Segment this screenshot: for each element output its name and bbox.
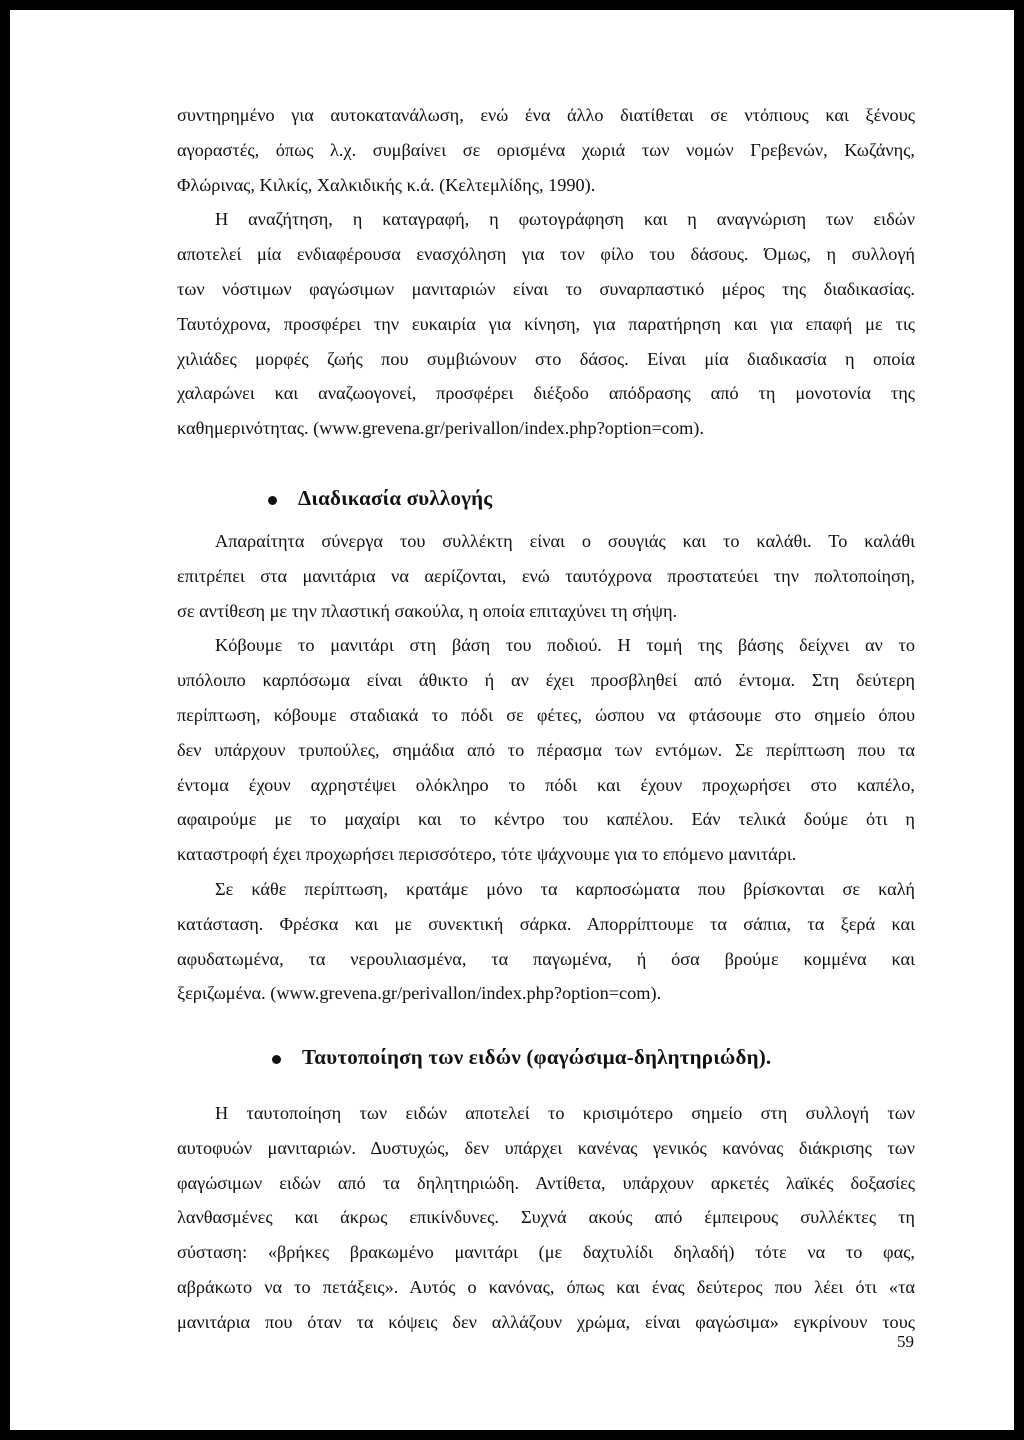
text-line: έντομα έχουν αχρηστέψει ολόκληρο το πόδι και έχουν προχωρήσει στο καπέλο, [177,774,915,795]
document-page [10,10,1014,1430]
text-line: περίπτωση, κόβουμε σταδιακά το πόδι σε φέτες, ώσπου να φτάσουμε στο σημείο όπου [177,704,915,725]
text-line: Κόβουμε το μανιτάρι στη βάση του ποδιού. Η τομή της βάσης δείχνει αν το [215,635,915,656]
intro-paragraphs [177,98,915,446]
section1-paragraphs [177,524,915,1011]
text-line: χαλαρώνει και αναζωογονεί, προσφέρει διέξοδο απόδρασης από τη μονοτονία της [177,383,915,404]
text-line: αποτελεί μία ενδιαφέρουσα ενασχόληση για τον φίλο του δάσους. Όμως, η συλλογή [177,244,915,265]
text-line: υπόλοιπο καρπόσωμα είναι άθικτο ή αν έχει προσβληθεί από έντομα. Στη δεύτερη [177,670,915,691]
section-heading-text: Ταυτοποίηση των ειδών (φαγώσιμα-δηλητηριώδη). [302,1045,772,1069]
text-line: συντηρημένο για αυτοκατανάλωση, ενώ ένα άλλο διατίθεται σε ντόπιους και ξένους [177,105,915,125]
text-line: σύσταση: «βρήκες βρακωμένο μανιτάρι (με δαχτυλίδι δηλαδή) τότε να το φας, [177,1242,915,1263]
text-line: Ταυτόχρονα, προσφέρει την ευκαιρία για κίνηση, για παρατήρηση και για επαφή με τις [177,313,915,334]
bullet-icon [268,496,277,505]
text-line: ξεριζωμένα. (www.grevena.gr/perivallon/index.php?option=com). [177,983,662,1004]
text-line: χιλιάδες μορφές ζωής που συμβιώνουν στο δάσος. Είναι μία διαδικασία η οποία [177,348,915,369]
text-line: Η αναζήτηση, η καταγραφή, η φωτογράφηση και η αναγνώριση των ειδών [215,209,915,230]
text-line: καταστροφή έχει προχωρήσει περισσότερο, τότε ψάχνουμε για το επόμενο μανιτάρι. [177,844,797,865]
text-line: σε αντίθεση με την πλαστική σακούλα, η οποία επιταχύνει τη σήψη. [177,600,678,621]
text-line: αφαιρούμε με το μαχαίρι και το κέντρο του καπέλου. Εάν τελικά δούμε ότι η [177,809,915,830]
text-line: Απαραίτητα σύνεργα του συλλέκτη είναι ο σουγιάς και το καλάθι. Το καλάθι [215,531,915,551]
section-heading-collection [298,486,492,511]
text-line: αβράκωτο να το πετάξεις». Αυτός ο κανόνας, όπως και ένας δεύτερος που λέει ότι «τα [177,1276,915,1297]
section-heading-identification [302,1045,771,1070]
text-line: επιτρέπει στα μανιτάρια να αερίζονται, ενώ ταυτόχρονα προστατεύει την πολτοποίηση, [177,565,915,586]
section-heading-text: Διαδικασία συλλογής [298,486,493,510]
bullet-icon [272,1055,281,1064]
text-line: καθημερινότητας. (www.grevena.gr/perivallon/index.php?option=com). [177,418,704,439]
text-line: λανθασμένες και άκρως επικίνδυνες. Συχνά ακούς από έμπειρους συλλέκτες τη [177,1207,915,1228]
text-line: φαγώσιμων ειδών από τα δηλητηριώδη. Αντίθετα, υπάρχουν αρκετές λαϊκές δοξασίες [177,1172,915,1193]
text-line: των νόστιμων φαγώσιμων μανιταριών είναι το συναρπαστικό μέρος της διαδικασίας. [177,278,915,299]
text-line: Η ταυτοποίηση των ειδών αποτελεί το κρισιμότερο σημείο στη συλλογή των [215,1103,915,1123]
text-line: μανιτάρια που όταν τα κόψεις δεν αλλάζουν χρώμα, είναι φαγώσιμα» εγκρίνουν τους [177,1311,915,1332]
page-number: 59 [897,1332,914,1351]
text-line: Σε κάθε περίπτωση, κρατάμε μόνο τα καρποσώματα που βρίσκονται σε καλή [215,878,915,899]
text-line: δεν υπάρχουν τρυπούλες, σημάδια από το πέρασμα των εντόμων. Σε περίπτωση που τα [177,739,915,760]
section2-paragraphs [177,1096,915,1340]
text-line: κατάσταση. Φρέσκα και με συνεκτική σάρκα. Απορρίπτουμε τα σάπια, τα ξερά και [177,913,915,934]
text-line: αγοραστές, όπως λ.χ. συμβαίνει σε ορισμένα χωριά των νομών Γρεβενών, Κωζάνης, [177,139,915,160]
text-line: Φλώρινας, Κιλκίς, Χαλκιδικής κ.ά. (Κελτεμλίδης, 1990). [177,174,596,195]
text-line: αυτοφυών μανιταριών. Δυστυχώς, δεν υπάρχει κανένας γενικός κανόνας διάκρισης των [177,1137,915,1158]
text-line: αφυδατωμένα, τα νερουλιασμένα, τα παγωμένα, ή όσα βρούμε κομμένα και [177,948,915,969]
